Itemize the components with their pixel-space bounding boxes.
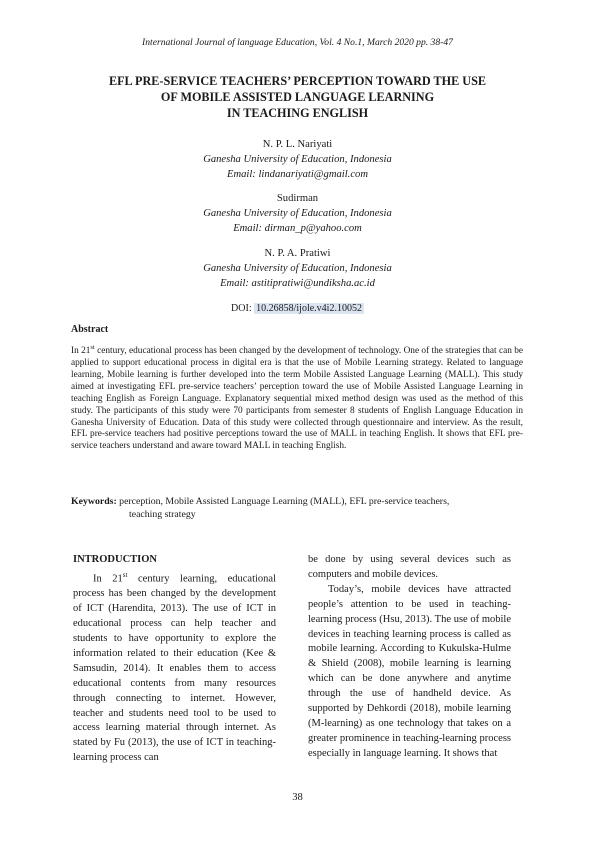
body-column-left (73, 553, 276, 766)
abstract-heading: Abstract (71, 324, 109, 335)
author-email: Email: dirman_p@yahoo.com (233, 223, 362, 234)
running-header: International Journal of language Education, Vol. 4 No.1, March 2020 pp. 38-47 (142, 37, 453, 48)
body-superscript: st (122, 570, 128, 579)
author-block-3 (0, 246, 595, 291)
author-affiliation: Ganesha University of Education, Indonesia (203, 263, 392, 274)
abstract-text-start: In 21 (71, 346, 91, 357)
author-email: Email: astitipratiwi@undiksha.ac.id (220, 278, 375, 289)
author-name: Sudirman (276, 193, 319, 204)
body-column-right (308, 553, 511, 762)
author-name: N. P. L. Nariyati (262, 139, 333, 150)
page-number: 38 (292, 792, 303, 803)
doi-line (0, 302, 595, 316)
body-text-start: In 21 (93, 573, 123, 585)
body-paragraph: Today’s, mobile devices have attracted people’s attention to be used in teaching-learning process (Hsu, 2013). The use of mobile devices in teaching learning process is called as mobile learning. According to Kukulska-Hulme & Shield (2008), mobile learning is learning which can be done anywhere and anytime through the use of handheld device. As supported by Dehkordi (2018), mobile learning (M-learning) as one technology that takes on a greater prominence in teaching-learning process especially in language learning. It shows that (308, 583, 511, 759)
author-block-2 (0, 191, 595, 236)
keywords-label: Keywords: (71, 496, 117, 507)
paper-title (60, 73, 535, 121)
author-name: N. P. A. Pratiwi (264, 248, 331, 259)
keywords (71, 495, 523, 521)
section-heading-introduction: INTRODUCTION (73, 554, 158, 565)
author-affiliation: Ganesha University of Education, Indonesia (203, 154, 392, 165)
title-line-2: OF MOBILE ASSISTED LANGUAGE LEARNING (160, 90, 435, 104)
body-paragraph (73, 568, 276, 766)
abstract-text-rest: century, educational process has been changed by the development of technology. One of the strategies that can be applied to support educational process in digital era is that the use of Mobile Learning strategy. Related to language learning, Mobile learning is further developed into the term Mobile Assisted Language Learning (MALL). This study aimed at investigating EFL pre-service teachers’ perception toward the use of Mobile Assisted Language Learning in teaching English as Foreign Language. Explanatory sequential mixed method design was used as the method of this study. The participants of this study were 70 participants from semester 8 students of English Language Education in Ganesha University of Education. Data of this study were collected through questionnaire and interview. As the result, EFL pre-service teachers had positive perceptions toward the use of MALL in teaching English. It shows that EFL pre-service teachers understand and aware toward MALL in teaching English. (71, 346, 523, 452)
body-paragraph: be done by using several devices such as computers and mobile devices. (308, 554, 511, 580)
author-affiliation: Ganesha University of Education, Indonesia (203, 208, 392, 219)
keywords-line-2: teaching strategy (129, 509, 196, 520)
author-email: Email: lindanariyati@gmail.com (227, 169, 368, 180)
abstract-superscript: st (90, 344, 95, 351)
keywords-line-1: perception, Mobile Assisted Language Learning (MALL), EFL pre-service teachers, (116, 496, 450, 507)
doi-link[interactable]: 10.26858/ijole.v4i2.10052 (256, 303, 362, 314)
abstract-body (71, 342, 523, 453)
title-line-1: EFL PRE-SERVICE TEACHERS’ PERCEPTION TOWARD THE USE (108, 74, 487, 88)
title-line-3: IN TEACHING ENGLISH (226, 106, 369, 120)
doi-label: DOI: (231, 303, 252, 314)
body-text-rest: century learning, educational process has been changed by the development of ICT (Harendita, 2013). The use of ICT in educational process can help teacher and students to have opportunity to explore the information related to their education (Kee & Samsudin, 2014). It enables them to access educational contents from many resources through connecting to internet. However, teacher and students need tool to be used to access learning material through internet. As stated by Fu (2013), the use of ICT in teaching-learning process can (73, 573, 277, 764)
author-block-1 (0, 137, 595, 182)
